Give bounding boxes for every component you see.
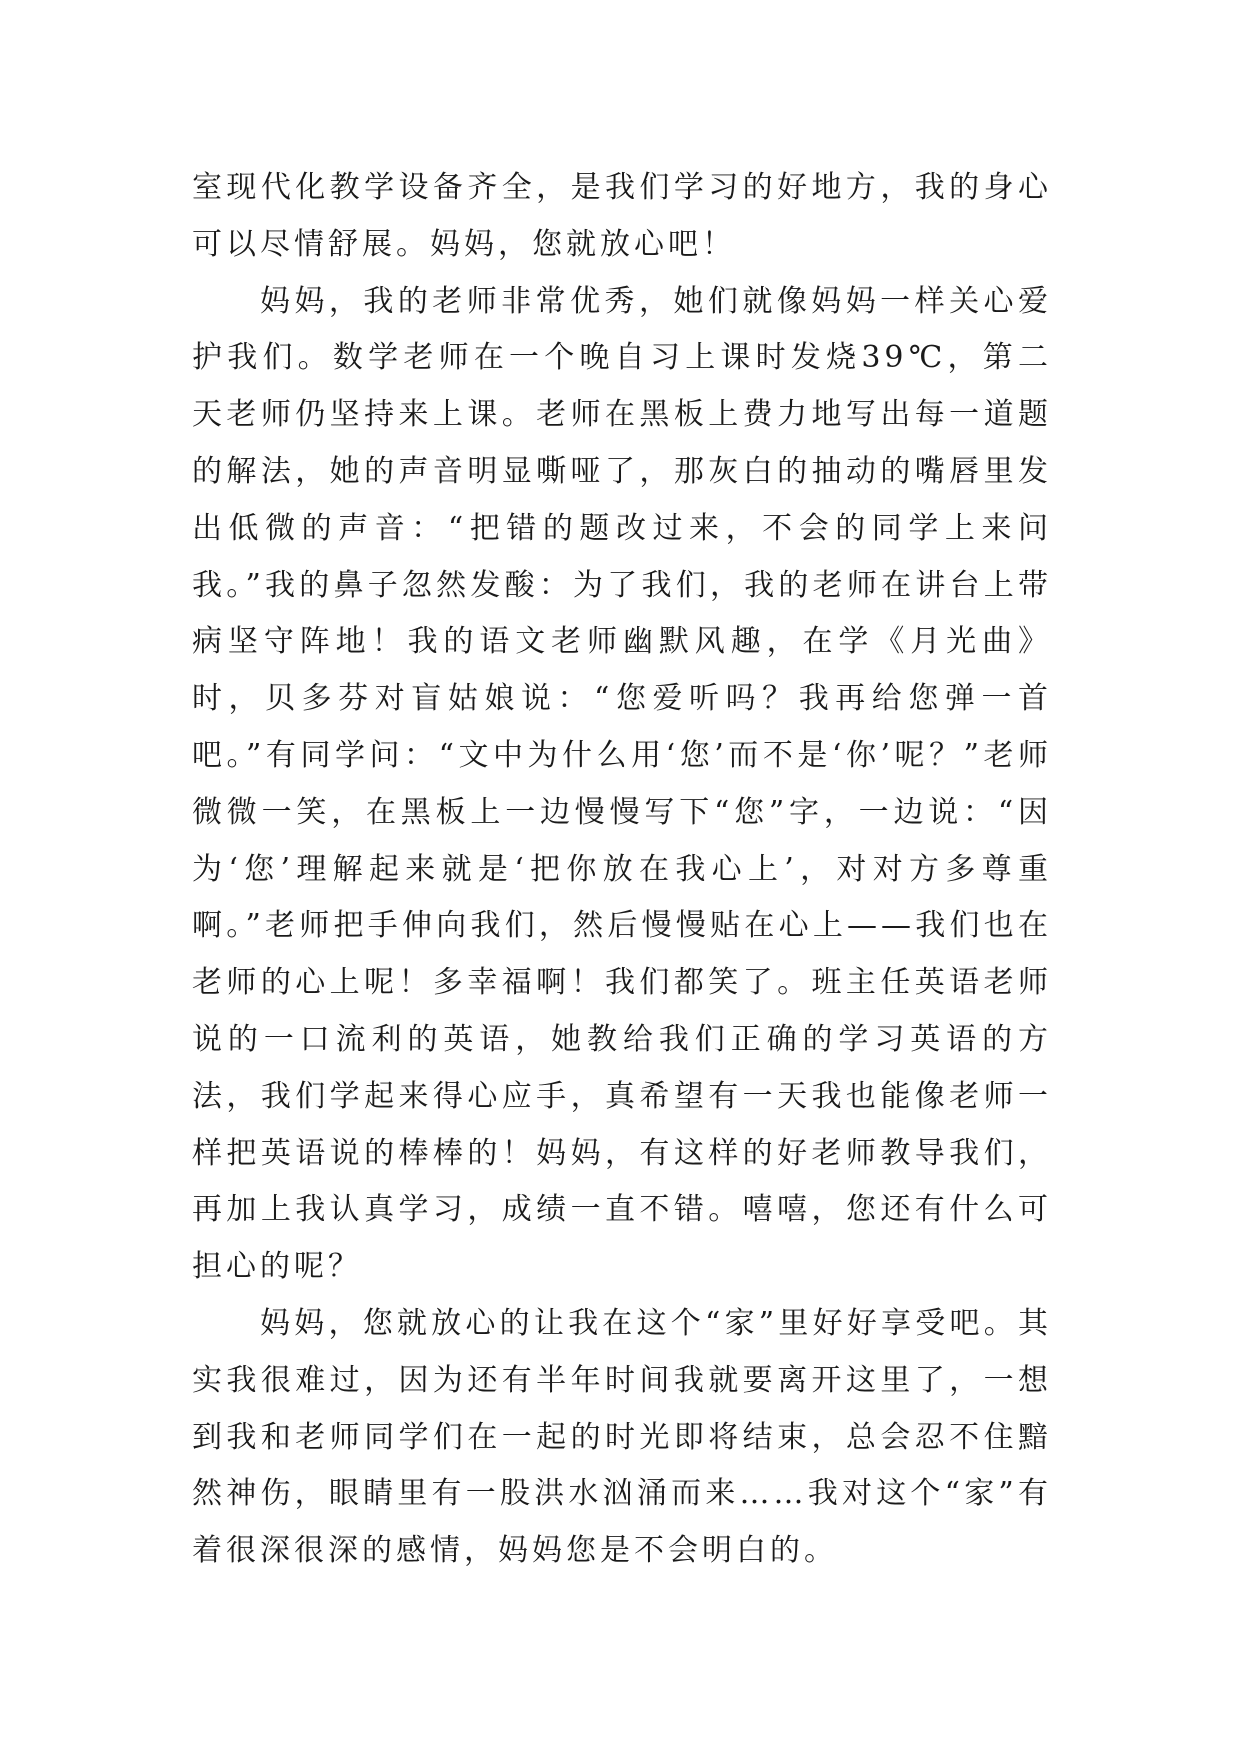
paragraph-3: 妈妈，您就放心的让我在这个“家”里好好享受吧。其实我很难过，因为还有半年时间我就要离开这里了，一想到我和老师同学们在一起的时光即将结束，总会忍不住黯然神伤，眼睛里有一股洪水汹涌而来……我对这个“家”有着很深很深的感情，妈妈您是不会明白的。: [192, 1305, 1052, 1569]
document-body: [192, 160, 1052, 1580]
paragraph-1: 室现代化教学设备齐全，是我们学习的好地方，我的身心可以尽情舒展。妈妈，您就放心吧！: [192, 170, 1052, 262]
paragraph-2: 妈妈，我的老师非常优秀，她们就像妈妈一样关心爱护我们。数学老师在一个晚自习上课时发烧39℃，第二天老师仍坚持来上课。老师在黑板上费力地写出每一道题的解法，她的声音明显嘶哑了，那灰白的抽动的嘴唇里发出低微的声音：“把错的题改过来，不会的同学上来问我。”我的鼻子忽然发酸：为了我们，我的老师在讲台上带病坚守阵地！我的语文老师幽默风趣，在学《月光曲》时，贝多芬对盲姑娘说：“您爱听吗？我再给您弹一首吧。”有同学问：“文中为什么用‘您’而不是‘你’呢？”老师微微一笑，在黑板上一边慢慢写下“您”字，一边说：“因为‘您’理解起来就是‘把你放在我心上’，对对方多尊重啊。”老师把手伸向我们，然后慢慢贴在心上——我们也在老师的心上呢！多幸福啊！我们都笑了。班主任英语老师说的一口流利的英语，她教给我们正确的学习英语的方法，我们学起来得心应手，真希望有一天我也能像老师一样把英语说的棒棒的！妈妈，有这样的好老师教导我们，再加上我认真学习，成绩一直不错。嘻嘻，您还有什么可担心的呢？: [192, 283, 1052, 1285]
